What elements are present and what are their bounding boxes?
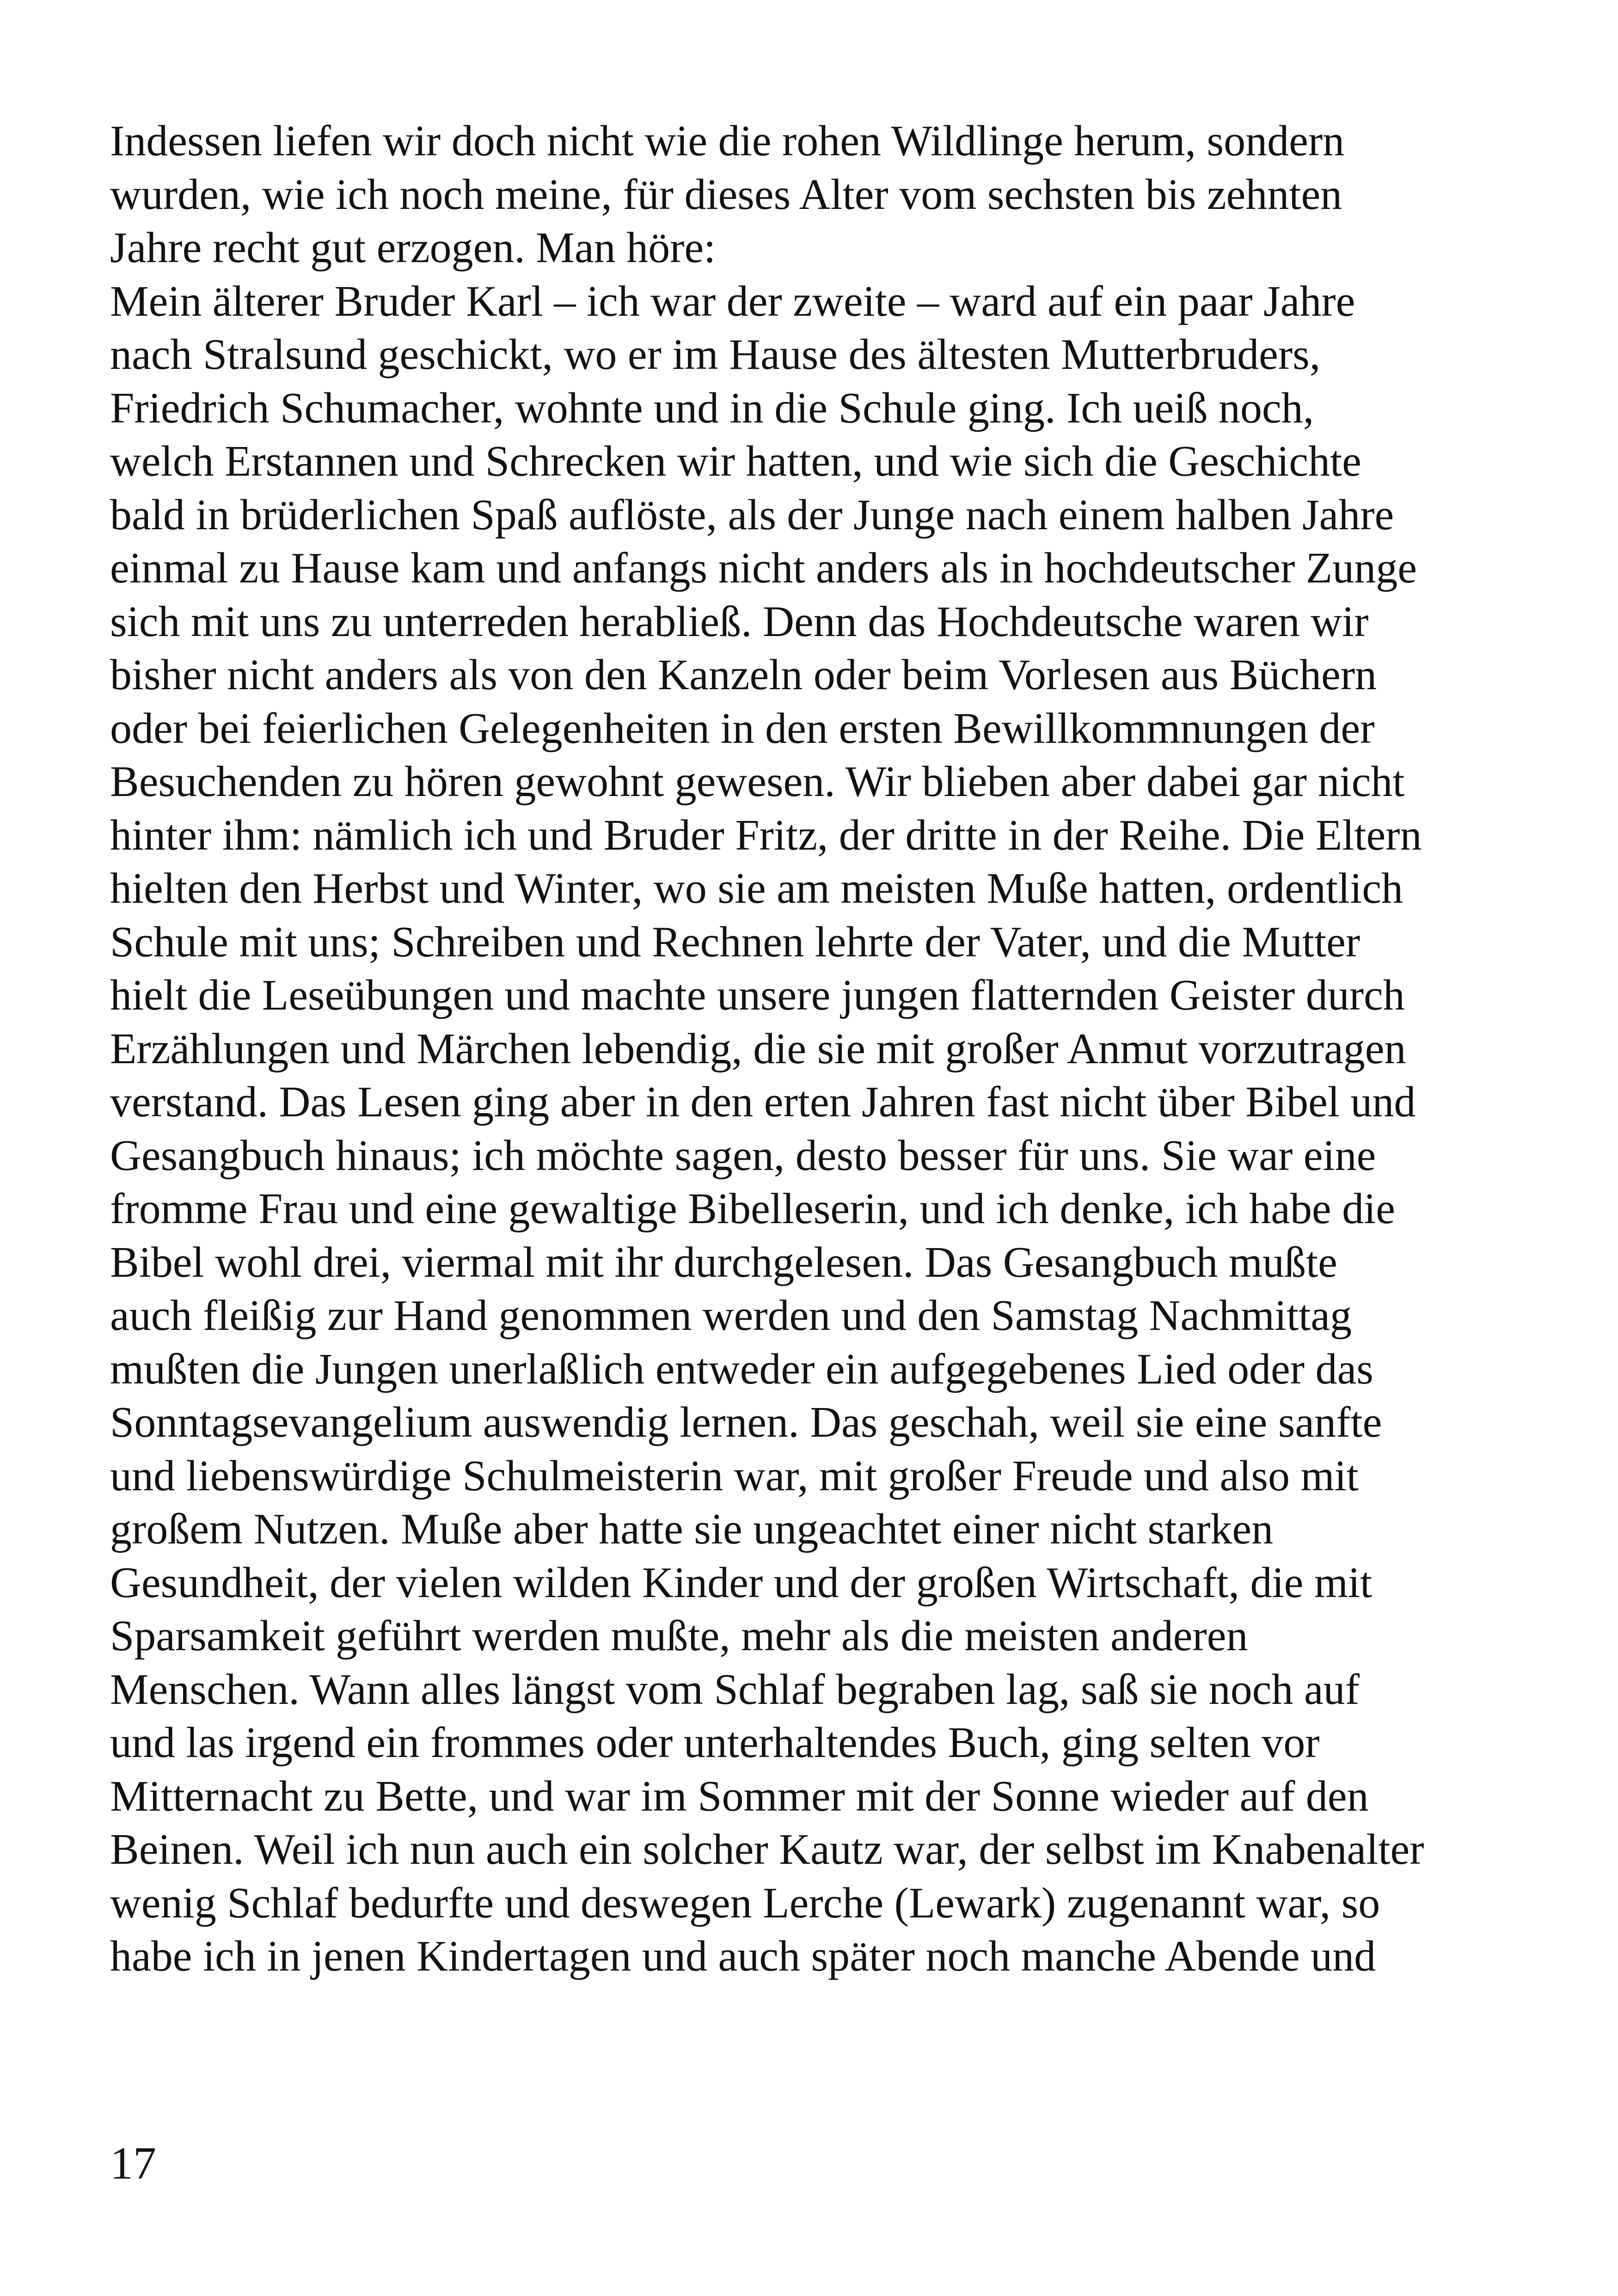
text-line: welch Erstannen und Schrecken wir hatten, und wie sich die Geschichte xyxy=(110,437,1361,485)
text-line: sich mit uns zu unterreden herabließ. Denn das Hochdeutsche waren wir xyxy=(110,597,1369,646)
text-line: Schule mit uns; Schreiben und Rechnen lehrte der Vater, und die Mutter xyxy=(110,918,1361,966)
text-line: verstand. Das Lesen ging aber in den erten Jahren fast nicht über Bibel und xyxy=(110,1078,1416,1126)
text-line: hielt die Leseübungen und machte unsere jungen flatternden Geister durch xyxy=(110,971,1405,1019)
text-line: nach Stralsund geschickt, wo er im Hause des ältesten Mutterbruders, xyxy=(110,331,1321,379)
text-line: wurden, wie ich noch meine, für dieses Alter vom sechsten bis zehnten xyxy=(110,170,1342,219)
body-text xyxy=(110,115,1497,1984)
text-line: Bibel wohl drei, viermal mit ihr durchgelesen. Das Gesangbuch mußte xyxy=(110,1238,1337,1286)
text-line: Indessen liefen wir doch nicht wie die rohen Wildlinge herum, sondern xyxy=(110,117,1345,165)
text-line: Menschen. Wann alles längst vom Schlaf begraben lag, saß sie noch auf xyxy=(110,1665,1360,1714)
text-line: bisher nicht anders als von den Kanzeln oder beim Vorlesen aus Büchern xyxy=(110,651,1377,699)
text-line: wenig Schlaf bedurfte und deswegen Lerche (Lewark) zugenannt war, so xyxy=(110,1879,1380,1927)
page-number: 17 xyxy=(110,2137,156,2189)
text-line: habe ich in jenen Kindertagen und auch später noch manche Abende und xyxy=(110,1932,1376,1980)
text-line: fromme Frau und eine gewaltige Bibelleserin, und ich denke, ich habe die xyxy=(110,1185,1395,1233)
text-line: Gesundheit, der vielen wilden Kinder und der großen Wirtschaft, die mit xyxy=(110,1558,1373,1607)
text-line: bald in brüderlichen Spaß auflöste, als der Junge nach einem halben Jahre xyxy=(110,490,1394,539)
text-line: Jahre recht gut erzogen. Man höre: xyxy=(110,224,716,272)
text-line: Besuchenden zu hören gewohnt gewesen. Wir blieben aber dabei gar nicht xyxy=(110,758,1405,806)
text-line: Sonntagsevangelium auswendig lernen. Das geschah, weil sie eine sanfte xyxy=(110,1398,1382,1446)
text-line: Sparsamkeit geführt werden mußte, mehr als die meisten anderen xyxy=(110,1612,1248,1660)
text-line: großem Nutzen. Muße aber hatte sie ungeachtet einer nicht starken xyxy=(110,1505,1274,1553)
text-line: mußten die Jungen unerlaßlich entweder ein aufgegebenes Lied oder das xyxy=(110,1345,1373,1393)
text-line: und las irgend ein frommes oder unterhaltendes Buch, ging selten vor xyxy=(110,1719,1320,1767)
text-line: hinter ihm: nämlich ich und Bruder Fritz, der dritte in der Reihe. Die Eltern xyxy=(110,811,1422,859)
text-line: Friedrich Schumacher, wohnte und in die Schule ging. Ich ueiß noch, xyxy=(110,384,1314,432)
text-line: einmal zu Hause kam und anfangs nicht anders als in hochdeutscher Zunge xyxy=(110,544,1417,592)
text-line: oder bei feierlichen Gelegenheiten in den ersten Bewillkommnungen der xyxy=(110,704,1375,753)
text-line: hielten den Herbst und Winter, wo sie am meisten Muße hatten, ordentlich xyxy=(110,864,1403,912)
text-line: auch fleißig zur Hand genommen werden und den Samstag Nachmittag xyxy=(110,1292,1352,1340)
text-line: Gesangbuch hinaus; ich möchte sagen, desto besser für uns. Sie war eine xyxy=(110,1131,1376,1180)
text-line: Beinen. Weil ich nun auch ein solcher Kautz war, der selbst im Knabenalter xyxy=(110,1825,1424,1874)
text-line: Mitternacht zu Bette, und war im Sommer mit der Sonne wieder auf den xyxy=(110,1772,1369,1820)
text-line: und liebenswürdige Schulmeisterin war, mit großer Freude und also mit xyxy=(110,1451,1359,1500)
text-line: Erzählungen und Märchen lebendig, die sie mit großer Anmut vorzutragen xyxy=(110,1024,1406,1073)
text-line: Mein älterer Bruder Karl – ich war der zweite – ward auf ein paar Jahre xyxy=(110,277,1355,325)
